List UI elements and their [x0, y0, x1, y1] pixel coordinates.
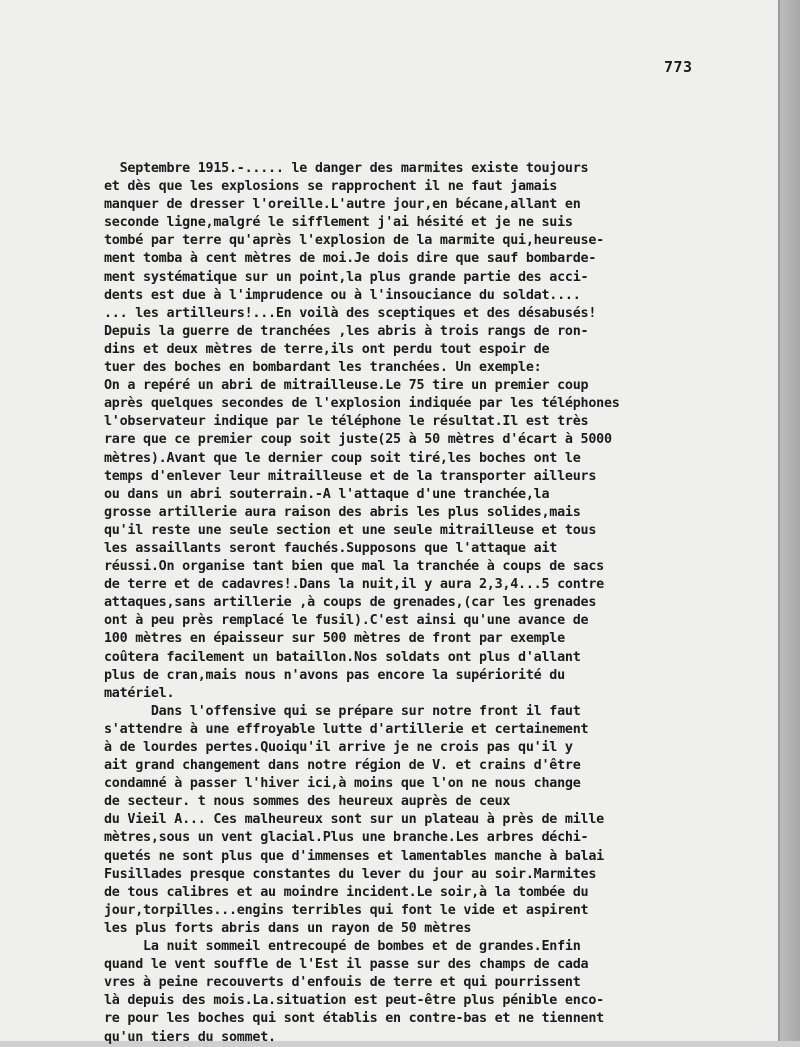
- text-line: quetés ne sont plus que d'immenses et lamentables manche à balai: [104, 848, 604, 864]
- text-line: ... les artilleurs!...En voilà des sceptiques et des désabusés!: [104, 305, 597, 321]
- text-line: l'observateur indique par le téléphone le résultat.Il est très: [104, 414, 589, 430]
- text-line: dins et deux mètres de terre,ils ont perdu tout espoir de: [104, 341, 550, 357]
- text-line: ou dans un abri souterrain.-A l'attaque d'une tranchée,la: [104, 486, 550, 502]
- text-line: les assaillants seront fauchés.Supposons que l'attaque ait: [104, 540, 558, 556]
- text-line: Septembre 1915.-..... le danger des marmites existe toujours: [104, 161, 589, 176]
- text-line: ment systématique sur un point,la plus grande partie des acci-: [104, 269, 589, 285]
- paragraph: [104, 938, 772, 1047]
- text-line: manquer de dresser l'oreille.L'autre jour,en bécane,allant en: [104, 197, 581, 213]
- text-line: s'attendre à une effroyable lutte d'artillerie et certainement: [104, 721, 589, 737]
- text-line: ait grand changement dans notre région de V. et crains d'être: [104, 758, 581, 774]
- text-line: coûtera facilement un bataillon.Nos soldats ont plus d'allant: [104, 649, 581, 665]
- text-line: et dès que les explosions se rapprochent il ne faut jamais: [104, 179, 558, 195]
- text-line: On a repéré un abri de mitrailleuse.Le 75 tire un premier coup: [104, 378, 589, 394]
- paragraph: [104, 703, 772, 938]
- text-line: condamné à passer l'hiver ici,à moins que l'on ne nous change: [104, 776, 581, 792]
- text-line: de tous calibres et au moindre incident.Le soir,à la tombée du: [104, 884, 589, 900]
- text-line: 100 mètres en épaisseur sur 500 mètres de front par exemple: [104, 631, 565, 647]
- text-line: re pour les boches qui sont établis en contre-bas et ne tiennent: [104, 1011, 604, 1027]
- text-line: dents est due à l'imprudence ou à l'insouciance du soldat....: [104, 287, 581, 303]
- text-line: mètres,sous un vent glacial.Plus une branche.Les arbres déchi-: [104, 830, 589, 846]
- text-line: là depuis des mois.La.situation est peut-être plus pénible enco-: [104, 993, 604, 1009]
- text-line: quand le vent souffle de l'Est il passe sur des champs de cada: [104, 957, 589, 973]
- text-line: tombé par terre qu'après l'explosion de la marmite qui,heureuse-: [104, 233, 604, 249]
- scan-edge: [780, 0, 800, 1041]
- text-line: jour,torpilles...engins terribles qui font le vide et aspirent: [104, 902, 589, 918]
- text-line: seconde ligne,malgré le sifflement j'ai hésité et je ne suis: [104, 215, 573, 231]
- text-line: matériel.: [104, 685, 175, 701]
- text-line: ment tomba à cent mètres de moi.Je dois dire que sauf bombarde-: [104, 251, 597, 267]
- text-line: La nuit sommeil entrecoupé de bombes et de grandes.Enfin: [104, 939, 581, 955]
- text-line: après quelques secondes de l'explosion indiquée par les téléphones: [104, 396, 620, 412]
- page-number: 773: [664, 58, 693, 76]
- text-line: de terre et de cadavres!.Dans la nuit,il y aura 2,3,4...5 contre: [104, 577, 604, 593]
- text-line: réussi.On organise tant bien que mal la tranchée à coups de sacs: [104, 559, 604, 575]
- text-line: Depuis la guerre de tranchées ,les abris à trois rangs de ron-: [104, 323, 589, 339]
- paragraph: [104, 160, 772, 703]
- text-line: temps d'enlever leur mitrailleuse et de la transporter ailleurs: [104, 468, 597, 484]
- text-line: Dans l'offensive qui se prépare sur notre front il faut: [104, 703, 581, 719]
- text-line: tuer des boches en bombardant les tranchées. Un exemple:: [104, 360, 542, 376]
- text-line: qu'il reste une seule section et une seule mitrailleuse et tous: [104, 522, 597, 538]
- document-body: [104, 160, 772, 1047]
- text-line: les plus forts abris dans un rayon de 50 mètres: [104, 920, 472, 936]
- text-line: à de lourdes pertes.Quoiqu'il arrive je ne crois pas qu'il y: [104, 740, 573, 755]
- text-line: qu'un tiers du sommet.: [104, 1029, 276, 1045]
- text-line: rare que ce premier coup soit juste(25 à 50 mètres d'écart à 5000: [104, 432, 612, 448]
- text-line: grosse artillerie aura raison des abris les plus solides,mais: [104, 504, 581, 520]
- text-line: mètres).Avant que le dernier coup soit tiré,les boches ont le: [104, 450, 581, 466]
- text-line: ont à peu près remplacé le fusil).C'est ainsi qu'une avance de: [104, 613, 589, 629]
- text-line: du Vieil A... Ces malheureux sont sur un plateau à près de mille: [104, 812, 604, 828]
- text-line: de secteur. t nous sommes des heureux auprès de ceux: [104, 794, 511, 810]
- text-line: vres à peine recouverts d'enfouis de terre et qui pourrissent: [104, 975, 581, 991]
- text-line: Fusillades presque constantes du lever du jour au soir.Marmites: [104, 866, 597, 882]
- text-line: plus de cran,mais nous n'avons pas encore la supériorité du: [104, 667, 565, 683]
- text-line: attaques,sans artillerie ,à coups de grenades,(car les grenades: [104, 595, 597, 611]
